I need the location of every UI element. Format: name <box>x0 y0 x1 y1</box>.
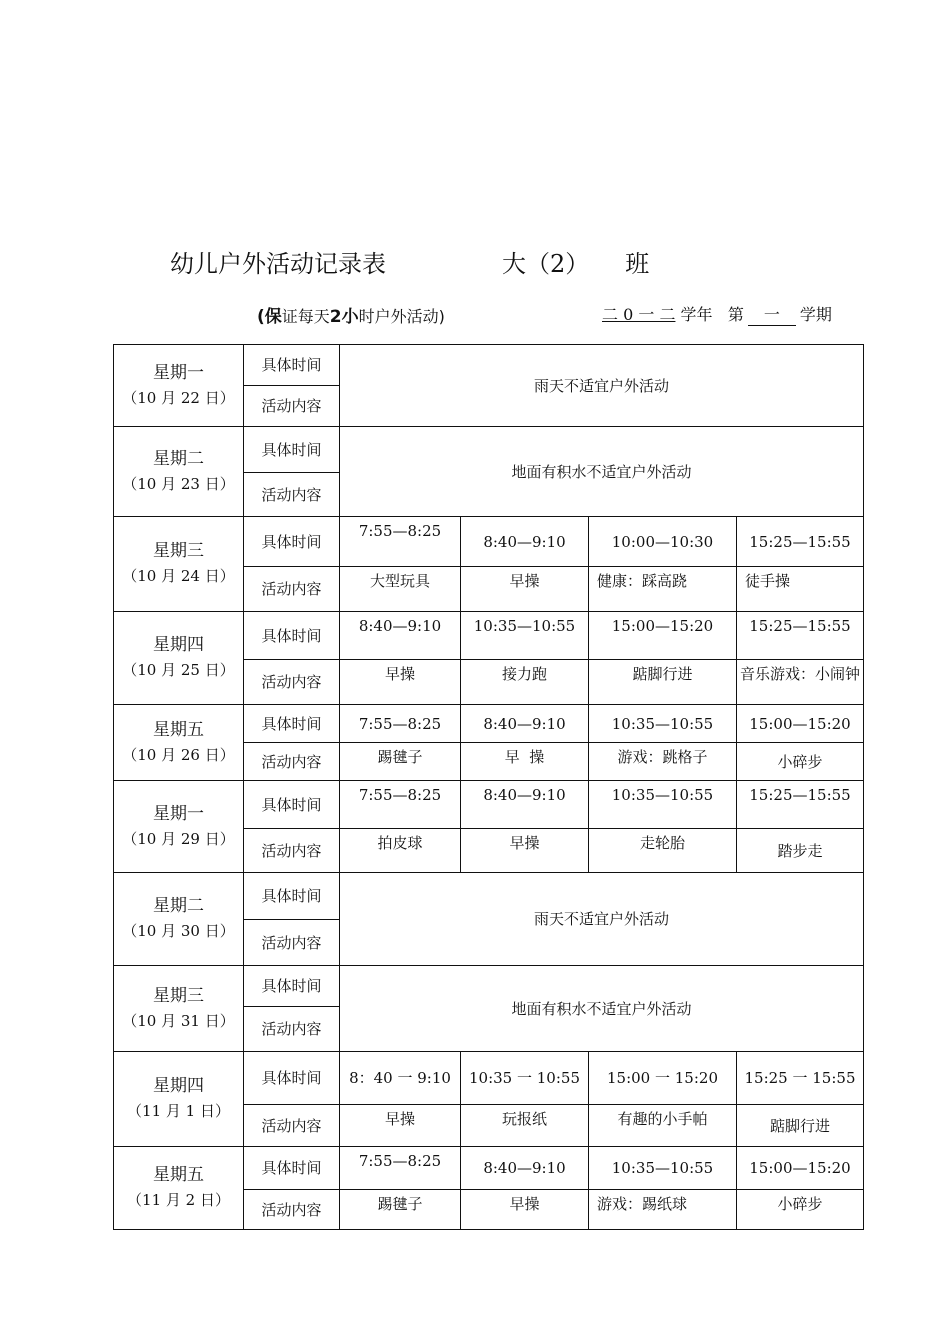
time-cell: 15:25—15:55 <box>737 612 864 660</box>
page-title: 幼儿户外活动记录表 <box>170 250 386 278</box>
time-cell: 8:40—9:10 <box>461 705 589 743</box>
term-suffix: 学期 <box>799 305 832 324</box>
date: （10 月 30 日） <box>122 922 235 940</box>
note-bold-1: 保 <box>264 307 282 327</box>
time-cell: 10:00—10:30 <box>589 517 737 567</box>
day-cell <box>114 1052 244 1147</box>
activity-table <box>113 344 864 1230</box>
note-mid: 证每天 <box>281 307 330 326</box>
date: （10 月 29 日） <box>122 829 235 848</box>
weekday: 星期五 <box>153 719 204 740</box>
content-cell: 音乐游戏：小闹钟 <box>737 660 864 705</box>
table-row <box>114 345 864 386</box>
time-cell: 7:55—8:25 <box>340 517 461 567</box>
time-label: 具体时间 <box>244 345 340 386</box>
merged-note: 地面有积水不适宜户外活动 <box>340 966 864 1052</box>
date: （10 月 26 日） <box>122 745 235 764</box>
content-label: 活动内容 <box>244 829 340 873</box>
school-year: 二 0 一 二 <box>602 305 676 324</box>
table-row <box>114 705 864 743</box>
time-cell: 10:35—10:55 <box>589 781 737 829</box>
content-cell: 踮脚行进 <box>589 660 737 705</box>
content-cell: 早操 <box>340 660 461 705</box>
weekday: 星期二 <box>153 896 204 916</box>
time-cell: 8:40—9:10 <box>461 1147 589 1190</box>
school-term <box>602 302 832 326</box>
content-cell: 早操 <box>461 1190 589 1230</box>
time-cell: 8：40 一 9:10 <box>340 1052 461 1105</box>
weekday: 星期一 <box>153 362 204 383</box>
time-cell: 15:25—15:55 <box>737 781 864 829</box>
day-cell <box>114 612 244 705</box>
content-cell: 接力跑 <box>461 660 589 705</box>
day-cell <box>114 781 244 873</box>
content-label: 活动内容 <box>244 1190 340 1230</box>
content-label: 活动内容 <box>244 386 340 427</box>
content-label: 活动内容 <box>244 920 340 966</box>
time-label: 具体时间 <box>244 781 340 829</box>
content-cell: 早操 <box>461 567 589 612</box>
time-cell: 15:00—15:20 <box>737 705 864 743</box>
weekday: 星期五 <box>153 1165 204 1185</box>
time-cell: 15:25 一 15:55 <box>737 1052 864 1105</box>
day-cell <box>114 873 244 966</box>
time-cell: 10:35 一 10:55 <box>461 1052 589 1105</box>
class-suffix: 班 <box>625 250 650 278</box>
date: （10 月 23 日） <box>122 474 235 493</box>
table-row <box>114 612 864 660</box>
content-cell: 游戏：跳格子 <box>589 743 737 781</box>
content-cell: 早 操 <box>461 743 589 781</box>
time-label: 具体时间 <box>244 966 340 1007</box>
time-cell: 10:35—10:55 <box>461 612 589 660</box>
date: （10 月 25 日） <box>122 661 235 679</box>
content-cell: 拍皮球 <box>340 829 461 873</box>
content-cell: 小碎步 <box>737 743 864 781</box>
duration-note <box>257 302 445 327</box>
day-cell <box>114 517 244 612</box>
time-cell: 15:25—15:55 <box>737 517 864 567</box>
day-cell <box>114 705 244 781</box>
weekday: 星期三 <box>153 541 204 561</box>
weekday: 星期四 <box>153 1076 204 1096</box>
time-label: 具体时间 <box>244 612 340 660</box>
class-name <box>502 244 649 279</box>
time-cell: 7:55—8:25 <box>340 1147 461 1190</box>
day-cell <box>114 345 244 427</box>
term-number: 一 <box>748 302 796 326</box>
content-label: 活动内容 <box>244 567 340 612</box>
class-prefix: 大（2） <box>502 250 590 278</box>
table-row <box>114 517 864 567</box>
weekday: 星期一 <box>153 803 204 824</box>
time-label: 具体时间 <box>244 427 340 473</box>
content-label: 活动内容 <box>244 473 340 517</box>
content-cell: 健康：踩高跷 <box>589 567 737 612</box>
table-row <box>114 1052 864 1105</box>
time-label: 具体时间 <box>244 1147 340 1190</box>
content-cell: 走轮胎 <box>589 829 737 873</box>
time-label: 具体时间 <box>244 705 340 743</box>
content-cell: 小碎步 <box>737 1190 864 1230</box>
content-cell: 玩报纸 <box>461 1105 589 1147</box>
content-cell: 徒手操 <box>737 567 864 612</box>
table-row <box>114 966 864 1007</box>
time-cell: 7:55—8:25 <box>340 781 461 829</box>
table-row <box>114 427 864 473</box>
time-cell: 15:00—15:20 <box>589 612 737 660</box>
time-cell: 15:00 一 15:20 <box>589 1052 737 1105</box>
year-label: 学年 <box>680 305 713 324</box>
day-cell <box>114 1147 244 1230</box>
time-cell: 10:35—10:55 <box>589 1147 737 1190</box>
note-bold-2: 2小 <box>329 307 359 327</box>
day-cell <box>114 966 244 1052</box>
time-cell: 8:40—9:10 <box>461 517 589 567</box>
time-cell: 8:40—9:10 <box>461 781 589 829</box>
merged-note: 地面有积水不适宜户外活动 <box>340 427 864 517</box>
content-label: 活动内容 <box>244 660 340 705</box>
content-label: 活动内容 <box>244 1007 340 1052</box>
time-cell: 7:55—8:25 <box>340 705 461 743</box>
time-cell: 15:00—15:20 <box>737 1147 864 1190</box>
content-cell: 踢毽子 <box>340 1190 461 1230</box>
weekday: 星期四 <box>153 635 204 655</box>
date: （11 月 1 日） <box>127 1102 230 1120</box>
content-cell: 早操 <box>461 829 589 873</box>
table-row <box>114 781 864 829</box>
content-cell: 大型玩具 <box>340 567 461 612</box>
merged-note: 雨天不适宜户外活动 <box>340 873 864 966</box>
note-end: 时户外活动) <box>358 307 445 326</box>
content-cell: 游戏：踢纸球 <box>589 1190 737 1230</box>
table-row <box>114 873 864 920</box>
time-label: 具体时间 <box>244 517 340 567</box>
time-label: 具体时间 <box>244 1052 340 1105</box>
date: （10 月 31 日） <box>122 1011 235 1030</box>
weekday: 星期二 <box>153 448 204 469</box>
note-open: ( <box>257 307 265 327</box>
content-cell: 踮脚行进 <box>737 1105 864 1147</box>
day-cell <box>114 427 244 517</box>
date: （11 月 2 日） <box>127 1191 230 1209</box>
content-cell: 早操 <box>340 1105 461 1147</box>
content-cell: 有趣的小手帕 <box>589 1105 737 1147</box>
time-cell: 8:40—9:10 <box>340 612 461 660</box>
weekday: 星期三 <box>153 985 204 1006</box>
term-prefix: 第 <box>727 305 744 324</box>
time-cell: 10:35—10:55 <box>589 705 737 743</box>
time-label: 具体时间 <box>244 873 340 920</box>
table-row <box>114 1147 864 1190</box>
merged-note: 雨天不适宜户外活动 <box>340 345 864 427</box>
content-label: 活动内容 <box>244 743 340 781</box>
content-cell: 踏步走 <box>737 829 864 873</box>
date: （10 月 22 日） <box>122 388 235 407</box>
date: （10 月 24 日） <box>122 567 235 585</box>
content-cell: 踢毽子 <box>340 743 461 781</box>
content-label: 活动内容 <box>244 1105 340 1147</box>
